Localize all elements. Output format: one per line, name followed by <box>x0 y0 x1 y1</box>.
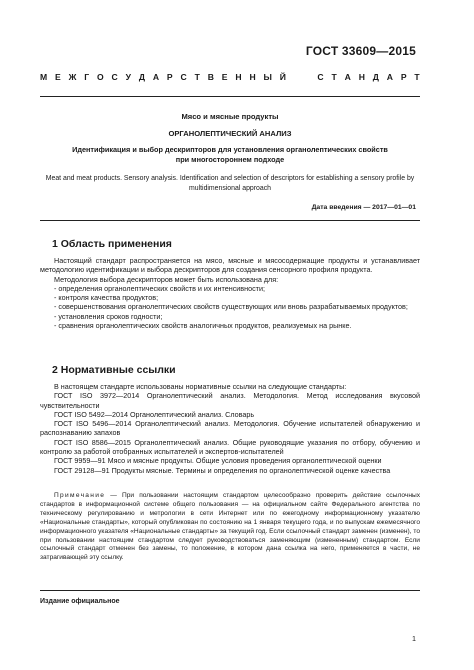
interstate-letter: В <box>207 72 214 82</box>
section-1-list-item: - сравнения органолептических свойств аналогичных продуктов, реализуемых на рынке. <box>54 321 352 331</box>
note-paragraph <box>40 492 420 563</box>
interstate-letter: Е <box>55 72 61 82</box>
section-2-heading: 2 Нормативные ссылки <box>52 364 176 376</box>
section-2-body <box>40 382 420 475</box>
section-1-list-item: - установления сроков годности; <box>54 311 163 321</box>
interstate-letter: Г <box>84 72 90 82</box>
interstate-letter: Ы <box>263 72 272 82</box>
subtitle-line-2: при многостороннем подходе <box>175 155 285 164</box>
page-number: 1 <box>412 634 416 643</box>
interstate-letter: М <box>40 72 48 82</box>
interstate-letter: А <box>344 72 351 82</box>
reference-item: ГОСТ ISO 8586—2015 Органолептический анализ. Общие руководящие указания по отбору, обучению и контролю за работой отобранных испытателей и экспертов-испытателей <box>40 437 420 457</box>
english-title <box>40 174 420 193</box>
interstate-letter: У <box>125 72 131 82</box>
interstate-letter: Н <box>249 72 256 82</box>
reference-item: ГОСТ 29128—91 Продукты мясные. Термины и определения по органолептической оценке качества <box>54 465 391 475</box>
date-rule <box>40 220 420 221</box>
note-text: — При пользовании настоящим стандартом целесообразно проверить действие ссылочных стандартов в информационной системе общего пользования — на официальном сайте Федерального агентства по техническому регулированию и метрологии в сети Интернет или по ежегодному информационному указателю «Национальные стандарты», который опубликован по состоянию на 1 января текущего года, и по выпускам ежемесячного информационного указателя «Национальные стандарты» за текущий год. Если ссылочный стандарт заменен (изменен), то при пользовании настоящим стандартом следует руководствоваться заменяющим (измененным) стандартом. Если ссылочный стандарт отменен без замены, то положение, в котором дана ссылка на него, применяется в части, не затрагивающей эту ссылку. <box>40 492 420 562</box>
header-rule <box>40 96 420 97</box>
note-block <box>40 492 420 563</box>
interstate-letter: Д <box>372 72 379 82</box>
subtitle <box>40 145 420 165</box>
interstate-letter: А <box>386 72 393 82</box>
official-edition-label: Издание официальное <box>40 598 120 605</box>
interstate-letter: Ж <box>68 72 77 82</box>
reference-item: ГОСТ ISO 5492—2014 Органолептический анализ. Словарь <box>54 409 255 419</box>
interstate-letter: Т <box>414 72 420 82</box>
section-2-paragraph: В настоящем стандарте использованы нормативные ссылки на следующие стандарты: <box>54 382 347 391</box>
section-1-body <box>40 256 420 330</box>
section-1-heading: 1 Область применения <box>52 238 172 250</box>
interstate-letter: А <box>152 72 160 82</box>
section-1-list-item: - контроля качества продуктов; <box>54 293 159 303</box>
interstate-letter: Н <box>235 72 242 82</box>
interstate-letter: Р <box>400 72 407 82</box>
english-title-line-2: multidimensional approach <box>189 184 271 192</box>
interstate-letter: Д <box>138 72 145 82</box>
section-1-list-item: - определения органолептических свойств и их интенсивности; <box>54 283 265 293</box>
section-1-paragraph: Методология выбора дескрипторов может быть использована для: <box>54 274 279 284</box>
analysis-title: ОРГАНОЛЕПТИЧЕСКИЙ АНАЛИЗ <box>168 129 292 138</box>
interstate-standard-banner <box>40 72 420 82</box>
reference-item: ГОСТ 9959—91 Мясо и мясные продукты. Общие условия проведения органолептической оценки <box>54 456 382 466</box>
section-1-list-item: - совершенствования органолептических свойств существующих или вновь разрабатываемых продуктов; <box>54 302 408 312</box>
note-label: Примечание <box>54 492 106 499</box>
interstate-letter: Р <box>166 72 173 82</box>
product-title: Мясо и мясные продукты <box>181 112 279 121</box>
footer-rule <box>40 590 420 591</box>
reference-item: ГОСТ ISO 5496—2014 Органолептический анализ. Методология. Обучение испытателей обнаружению и распознаванию запахов <box>40 419 420 438</box>
interstate-letter: С <box>180 72 187 82</box>
subtitle-line-1: Идентификация и выбор дескрипторов для установления органолептических свойств <box>72 145 388 154</box>
interstate-letter: Е <box>221 72 228 82</box>
english-title-line-1: Meat and meat products. Sensory analysis. Identification and selection of descriptors for establishing a sensory profile by <box>45 175 415 182</box>
interstate-letter: Т <box>194 72 200 82</box>
interstate-letter: С <box>317 72 324 82</box>
standard-number: ГОСТ 33609—2015 <box>305 44 416 58</box>
reference-item: ГОСТ ISO 3972—2014 Органолептический анализ. Методология. Метод исследования вкусовой чувствительности <box>40 391 420 410</box>
interstate-letter: Й <box>279 72 286 82</box>
interstate-letter: С <box>111 72 118 82</box>
section-1-paragraph: Настоящий стандарт распространяется на мясо, мясные и мясосодержащие продукты и устанавливает методологию идентификации и выбора дескрипторов для создания сенсорного профиля продукта. <box>40 256 420 275</box>
interstate-letter: О <box>97 72 104 82</box>
interstate-letter: Н <box>358 72 365 82</box>
interstate-letter: Т <box>331 72 337 82</box>
effective-date: Дата введения — 2017—01—01 <box>311 204 416 211</box>
